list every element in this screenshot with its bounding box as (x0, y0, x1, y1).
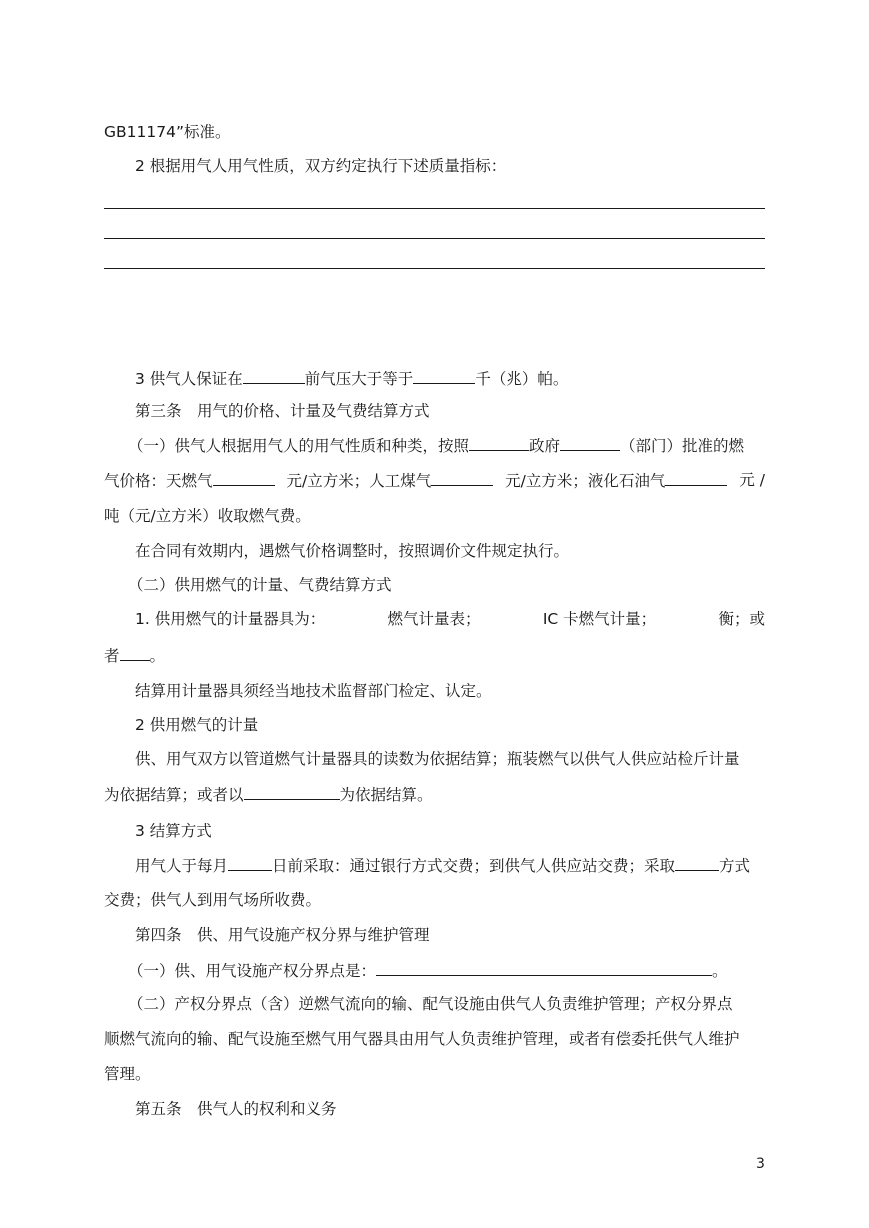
meter-devices-line-2: 者 。 (104, 647, 166, 665)
blank-line-1 (104, 208, 765, 209)
boundary-point-blank (376, 960, 712, 976)
pressure-line: 3 供气人保证在 前气压大于等于 千（兆）帕。 (135, 370, 569, 388)
standard-line: GB11174”标准。 (104, 123, 231, 141)
government-blank (469, 435, 529, 451)
maintenance-para-line-1: （二）产权分界点（含）逆燃气流向的输、配气设施由供气人负责维护管理；产权分界点 (128, 995, 733, 1013)
price-para-line-1: （一）供气人根据用气人的用气性质和种类，按照 政府 （部门）批准的燃 (128, 437, 745, 455)
property-boundary-line: （一）供、用气设施产权分界点是： 。 (128, 962, 728, 980)
department-blank (560, 435, 620, 451)
other-meter-blank (120, 645, 150, 661)
settlement-basis-blank (244, 784, 340, 800)
blank-line-2 (104, 238, 765, 239)
page-number: 3 (756, 1156, 765, 1172)
metering-para-line-2: 为依据结算；或者以 为依据结算。 (104, 786, 433, 804)
price-para-line-3: 吨（元/立方米）收取燃气费。 (104, 507, 311, 525)
metering-heading: （二）供用燃气的计量、气费结算方式 (128, 576, 392, 594)
maintenance-para-line-2: 顺燃气流向的输、配气设施至燃气用气器具由用气人负责维护管理，或者有偿委托供气人维护 (104, 1030, 740, 1048)
monthly-day-blank (228, 855, 272, 871)
metering-subheading: 2 供用燃气的计量 (135, 716, 259, 734)
article-4-heading: 第四条 供、用气设施产权分界与维护管理 (135, 926, 430, 944)
maintenance-para-line-3: 管理。 (104, 1065, 151, 1083)
article-3-heading: 第三条 用气的价格、计量及气费结算方式 (135, 402, 430, 420)
metering-para-line-1: 供、用气双方以管道燃气计量器具的读数为依据结算；瓶装燃气以供气人供应站检斤计量 (135, 750, 740, 768)
payment-method-blank (675, 855, 719, 871)
settlement-subheading: 3 结算方式 (135, 822, 212, 840)
price-para-line-2: 气价格：天燃气 元/立方米；人工煤气 元/立方米；液化石油气 元 / (104, 471, 765, 490)
pressure-value-blank (413, 368, 475, 384)
blank-line-3 (104, 268, 765, 269)
price-adjustment-line: 在合同有效期内，遇燃气价格调整时，按照调价文件规定执行。 (135, 542, 570, 560)
pressure-location-blank (243, 368, 305, 384)
article-5-heading: 第五条 供气人的权利和义务 (135, 1100, 337, 1118)
natural-gas-price-blank (213, 470, 275, 486)
quality-index-line: 2 根据用气人用气性质，双方约定执行下述质量指标： (135, 157, 507, 175)
meter-verification-line: 结算用计量器具须经当地技术监督部门检定、认定。 (135, 682, 492, 700)
meter-devices-line: 1. 供用燃气的计量器具为： 燃气计量表； IC 卡燃气计量； 衡；或 (135, 610, 765, 628)
coal-gas-price-blank (431, 470, 493, 486)
settlement-para-line-1: 用气人于每月 日前采取：通过银行方式交费；到供气人供应站交费；采取 方式 (135, 857, 751, 875)
settlement-para-line-2: 交费；供气人到用气场所收费。 (104, 891, 322, 909)
lpg-price-blank (665, 470, 727, 486)
